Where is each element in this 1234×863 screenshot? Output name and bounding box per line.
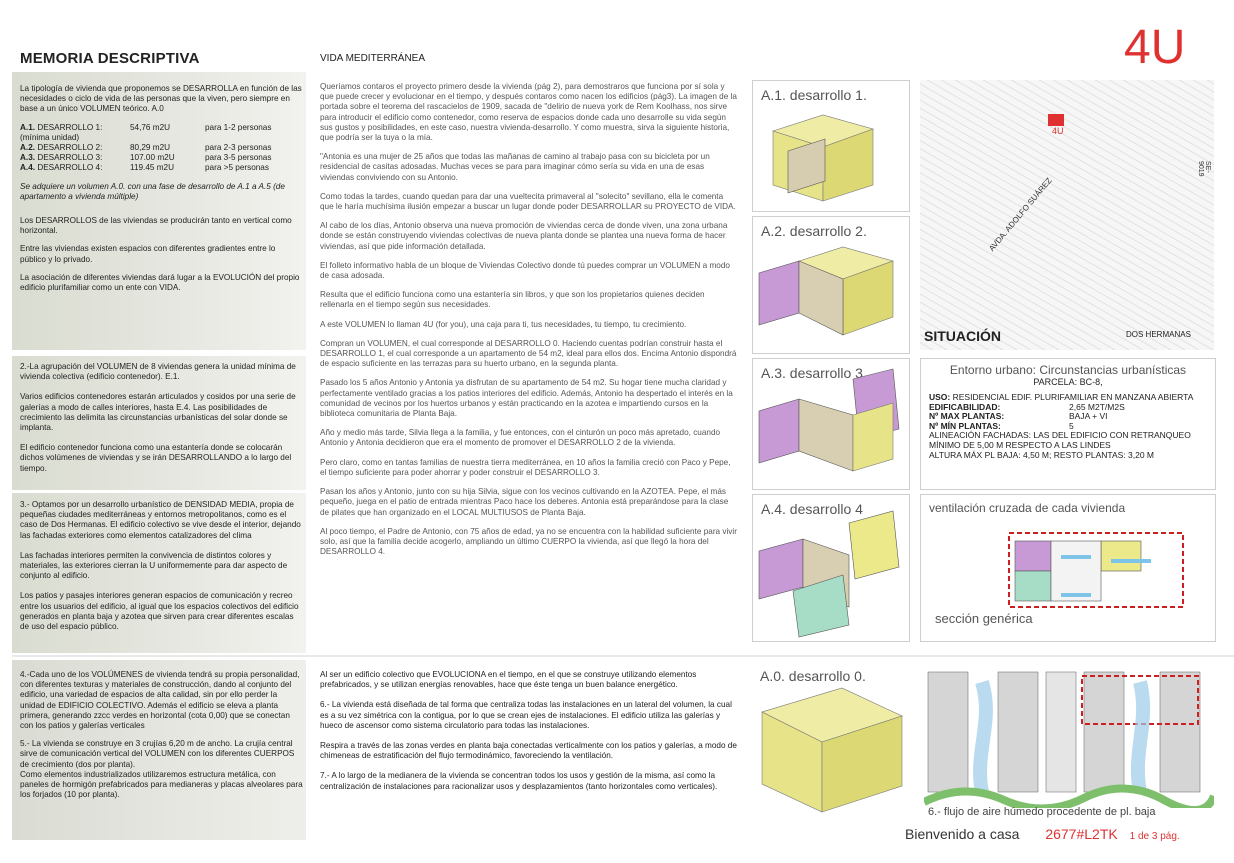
section-6b: Respira a través de las zonas verdes en planta baja conectadas verticalmente con los patios y galerías, a modo de chimeneas de estratificación del flujo termodinámico, favoreciendo la ventilación. (320, 741, 737, 761)
section-1-intro: La tipología de vivienda que proponemos se DESARROLLA en función de las necesidades o ciclo de vida de las personas que la viven, pero siempre en base a un único VOLUMEN teórico. A.0 (20, 84, 302, 114)
cube-a1-graphic (753, 81, 909, 211)
story-paragraph: Al cabo de los días, Antonio observa una nueva promoción de viviendas cerca de donde viven, una zona urbana donde se están construyendo viviendas colectivas de nueva planta donde se plantea una nueva forma de hacer viviendas, así que pide información detallada. (320, 221, 728, 251)
urban-value: BAJA + VI (1069, 411, 1108, 422)
unit-code: A.4. (20, 163, 36, 173)
left-heading: MEMORIA DESCRIPTIVA (20, 50, 200, 67)
story-paragraph: Queríamos contaros el proyecto primero desde la vivienda (pág 2), para demostraros que funciona por sí sola y que puede crecer y evolucionar en el tiempo, y después contaros como nacen los edificios (pág3). La imagen de la portada sobre el teorema del rascacielos de 1909, sacada de "delirio de nueva york de Rem Koolhass, nos sirve para introducir el edificio como contenedor, como reserva de espacios donde cada uno desarrolle su vida según sus gustos y posibilidades, en este caso, nuestra vivienda-desarrollo. Y como muestra, sirva la siguiente historia, que podría ser la tuya o la mía. (320, 82, 737, 143)
site-marker (1048, 114, 1064, 126)
story-paragraph: A este VOLUMEN lo llaman 4U (for you), una caja para ti, tus necesidades, tu tiempo, tu crecimiento. (320, 319, 687, 329)
unit-area: 54,76 m2U (130, 122, 171, 132)
street-label: AVDA. ADOLFO SUÁREZ (987, 176, 1054, 253)
unit-code: A.2. (20, 143, 36, 153)
unit-area: 80,29 m2U (130, 143, 171, 153)
unit-people: para 1-2 personas (205, 122, 272, 132)
diagram-a2-label: A.2. desarrollo 2. (761, 223, 867, 239)
section-1 (20, 84, 302, 293)
story-paragraph: "Antonia es una mujer de 25 años que todas las mañanas de camino al trabajo pasa con su bicicleta por un residencial de casitas adosadas. Muchas veces se para para imaginar cómo sería su vida en una de esas viviendas conviviendo con su Antonio. (320, 152, 710, 182)
situation-label: SITUACIÓN (924, 328, 1001, 344)
section-5: 5.- La vivienda se construye en 3 crujías 6,20 m de ancho. La crujía central sirve de comunicación vertical del VOLUMEN con los diferentes CUERPOS de crecimiento (dos por planta). (20, 739, 295, 769)
section-6: 6.- La vivienda está diseñada de tal forma que centraliza todas las instalaciones en un lateral del volumen, la cual es a su vez simétrica con la contigua, por lo que se crean ejes de instalaciones. El edificio utiliza las galerías y hueco de ascensor como sistema circulatorio para todas las instalaciones. (320, 700, 732, 730)
story-paragraph: Año y medio más tarde, Silvia llega a la familia, y fue entonces, con el cinturón un poco más apretado, cuando Antonio y Antonia decidieron que era el momento de promover el DESARROLLO 2 de la vivienda. (320, 428, 721, 448)
section-1-p1: Los DESARROLLOS de las viviendas se producirán tanto en vertical como horizontal. (20, 216, 292, 236)
unit-row (20, 123, 302, 133)
story (320, 82, 738, 566)
section-2-p1: 2.-La agrupación del VOLUMEN de 8 viviendas genera la unidad mínima de vivienda colectiva (edificio contenedor). E.1. (20, 362, 296, 382)
story-paragraph: Pasado los 5 años Antonio y Antonia ya disfrutan de su apartamento de 54 m2. Su hogar tiene mucha claridad y perfectamente ventilado gracias a los patios interiores del edificio. Además, Antonio ha despertado el interés en la comunidad de vecinos por los huertos urbanos y están practicando en la azotea e impartiendo cursos en la biblioteca comunitaria de Planta Baja. (320, 378, 733, 419)
mid-heading: VIDA MEDITERRÁNEA (320, 53, 426, 64)
story-paragraph: Resulta que el edificio funciona como una estantería sin libros, y que son los propietarios quienes deciden rellenarla en el tiempo según sus necesidades. (320, 290, 705, 310)
uso-label: USO: (929, 392, 951, 402)
divider (12, 655, 1234, 657)
unit-code: A.1. (20, 122, 36, 132)
unit-row (20, 143, 302, 153)
unit-name: DESARROLLO 2: (37, 143, 103, 153)
section-3 (20, 500, 302, 632)
urban-key: Nº MAX PLANTAS: (929, 411, 1005, 422)
unit-people: para 3-5 personas (205, 153, 272, 163)
urban-key: Nº MÍN PLANTAS: (929, 420, 1001, 431)
section-3-p2: Las fachadas interiores permiten la convivencia de distintos colores y materiales, las exteriores cierran la U uniformemente para dar aspecto de conjunto al edificio. (20, 550, 288, 581)
section-7: 7.- A lo largo de la medianera de la vivienda se concentran todos los usos y gestión de la misma, así como la centralización de instalaciones para racionalizar usos y desplazamientos (tanto horizontales como verticales). (320, 771, 718, 791)
site-tag: 4U (1052, 126, 1064, 136)
diagram-a0-label: A.0. desarrollo 0. (760, 668, 866, 684)
unit-area: 107.00 m2U (130, 153, 175, 163)
story-paragraph: Compran un VOLUMEN, el cual corresponde al DESARROLLO 0. Haciendo cuentas podrían construir hasta el DESARROLLO 1, el cual corresponde a un apartamento de 54 m2, ideal para ellos dos. Encima Antonio dispondrá de espacio suficiente en las terrazas para su huerto urbano, en la segunda planta. (320, 338, 737, 369)
lower-mid (320, 670, 738, 792)
urban-value: 5 (1069, 420, 1074, 431)
cube-a4-graphic (753, 495, 909, 641)
story-paragraph: Pero claro, como en tantas familias de nuestra tierra mediterránea, en 10 años la familia creció con Paco y Pepe, el tiempo suficiente para poder ahorrar y poder construir el DESARROLLO 3. (320, 457, 731, 477)
unit-min-note: (mínima unidad) (20, 132, 80, 142)
section-1-p2: Entre las viviendas existen espacios con diferentes gradientes entre lo público y lo privado. (20, 244, 276, 264)
unit-row (20, 153, 302, 163)
unit-people: para 2-3 personas (205, 143, 272, 153)
unit-area: 119.45 m2U (130, 163, 174, 173)
unit-name: DESARROLLO 1: (37, 122, 103, 132)
diagram-a4 (752, 494, 910, 642)
story-paragraph: Pasan los años y Antonio, junto con su hija Silvia, sigue con los vecinos cultivando en la AZOTEA. Pepe, el más pequeño, juega en el patio de entrada mientras Paco hace los deberes. Antonia está preparándose para la clase de pilates que han organizado en el LOCAL MULTIUSOS de Planta Baja. (320, 487, 729, 517)
cube-a2-graphic (753, 217, 909, 353)
section-3-p3: Los patios y pasajes interiores generan espacios de comunicación y recreo entre los usuarios del edificio, al igual que los espacios colectivos del edificio generados en planta baja y azotea que sirven para crear diferentes escalas de uso del espacio público. (20, 591, 299, 632)
uso-value: RESIDENCIAL EDIF. PLURIFAMILIAR EN MANZANA ABIERTA (952, 392, 1194, 402)
page-indicator: 1 de 3 pág. (1129, 831, 1180, 842)
welcome-text: Bienvenido a casa (905, 826, 1020, 842)
cube-a3-graphic (753, 359, 909, 489)
situation-map (920, 80, 1214, 350)
ventilation-box (920, 494, 1216, 642)
ventilation-title: ventilación cruzada de cada vivienda (929, 501, 1126, 515)
lower-mid-p0: Al ser un edificio colectivo que EVOLUCIONA en el tiempo, en el que se construye utilizando elementos prefabricados, y se utilizan energías renovables, hace que éste tenga un buen balance energético. (320, 670, 697, 690)
unit-people: para >5 personas (205, 163, 269, 173)
section-45 (20, 670, 304, 800)
project-code: 2677#L2TK (1045, 826, 1118, 842)
diagram-a2 (752, 216, 910, 354)
road-label: SE-9019 (1197, 161, 1211, 177)
section-2-p3: El edificio contenedor funciona como una estantería donde se colocarán dichos volúmenes de viviendas y se irán DESARROLLANDO a lo largo del tiempo. (20, 443, 292, 473)
section-1-p3: La asociación de diferentes viviendas dará lugar a la EVOLUCIÓN del propio edificio plurifamiliar como un ente con VIDA. (20, 272, 300, 293)
urban-key: EDIFICABILIDAD: (929, 401, 1001, 412)
section-1-note: Se adquiere un volumen A.0. con una fase de desarrollo de A.1 a A.5 (de apartamento a vivienda múltiple) (20, 181, 285, 201)
story-paragraph: El folleto informativo habla de un bloque de Viviendas Colectivo donde tú puedes comprar un VOLUMEN a modo de casa adosada. (320, 260, 730, 281)
flow-caption: 6.- flujo de aire húmedo procedente de pl. baja (928, 806, 1156, 818)
section-4: 4.-Cada uno de los VOLÚMENES de vivienda tendrá su propia personalidad, con diferentes texturas y materiales de construcción, dando al conjunto del edificio, una variedad de espacios de alta calidad, sin por ello perder la unidad de EDIFICIO COLECTIVO. Además el edificio se eleva a planta primera, generando zzcc verdes en horizontal (cota 0,00) que se conectan con los patios y galerías verticales (20, 670, 300, 731)
unit-name: DESARROLLO 4: (37, 163, 103, 173)
footer (905, 826, 1180, 842)
section-caption: sección genérica (935, 611, 1033, 626)
story-paragraph: Como todas la tardes, cuando quedan para dar una vueltecita primaveral al "solecito" sevillano, ella le comenta que le haría muchísima ilusión empezar a buscar un lugar donde poder DESARROLLAR su PROYECTO de VIDA. (320, 191, 736, 212)
diagram-a4-label: A.4. desarrollo 4 (761, 501, 863, 517)
diagram-a3 (752, 358, 910, 490)
diagram-a0 (752, 662, 908, 822)
parcel: PARCELA: BC-8, (1033, 377, 1103, 387)
airflow-diagram (924, 662, 1214, 822)
cube-a0-graphic (752, 662, 908, 822)
airflow-graphic (924, 662, 1214, 808)
diagram-a1-label: A.1. desarrollo 1. (761, 87, 867, 103)
section-5b: Como elementos industrializados utilizaremos estructura metálica, con paneles de hormigón prefabricados para medianeras y placas alveolares para los forjados (10 por planta). (20, 769, 303, 800)
story-paragraph: Al poco tiempo, el Padre de Antonio, con 75 años de edad, ya no se encuentra con la habilidad suficiente para vivir solo, así que la familia decide acogerlo, ampliando un último CUERPO la vivienda, así que llegó la hora del DESARROLLO 4. (320, 526, 737, 557)
alignment: ALINEACIÓN FACHADAS: LAS DEL EDIFICIO CON RETRANQUEO MÍNIMO DE 5,00 M RESPECTO A LAS LINDES (929, 430, 1191, 450)
section-2-p2: Varios edificios contenedores estarán articulados y cosidos por una serie de galerías a modo de calles interiores, hasta E.4. Las posibilidades de crecimiento las delimita las circunstancias urbanísticas del solar donde se implanta. (20, 392, 296, 433)
brand-logo: 4U (1124, 21, 1186, 74)
unit-name: DESARROLLO 3: (37, 153, 103, 163)
urban-title: Entorno urbano: Circunstancias urbanísticas (949, 363, 1187, 377)
section-2 (20, 362, 302, 474)
diagram-a3-label: A.3. desarrollo 3. (761, 365, 867, 381)
urban-value: 2,65 M2T/M2S (1069, 401, 1125, 412)
unit-table (20, 123, 302, 174)
urban-box (920, 358, 1216, 490)
section-3-p1: 3.- Optamos por un desarrollo urbanístico de DENSIDAD MEDIA, propia de pequeñas ciudades mediterráneas y entornos metropolitanos, como es el caso de Dos Hermanas. El edificio colectivo se vive desde el interior, dejando las fachadas exteriores como elementos catalizadores del clima (20, 500, 301, 540)
unit-code: A.3. (20, 153, 36, 163)
unit-row (20, 163, 302, 173)
city-label: DOS HERMANAS (1126, 330, 1191, 339)
diagram-a1 (752, 80, 910, 212)
height-limits: ALTURA MÁX PL BAJA: 4,50 M; RESTO PLANTAS: 3,20 M (929, 449, 1155, 460)
